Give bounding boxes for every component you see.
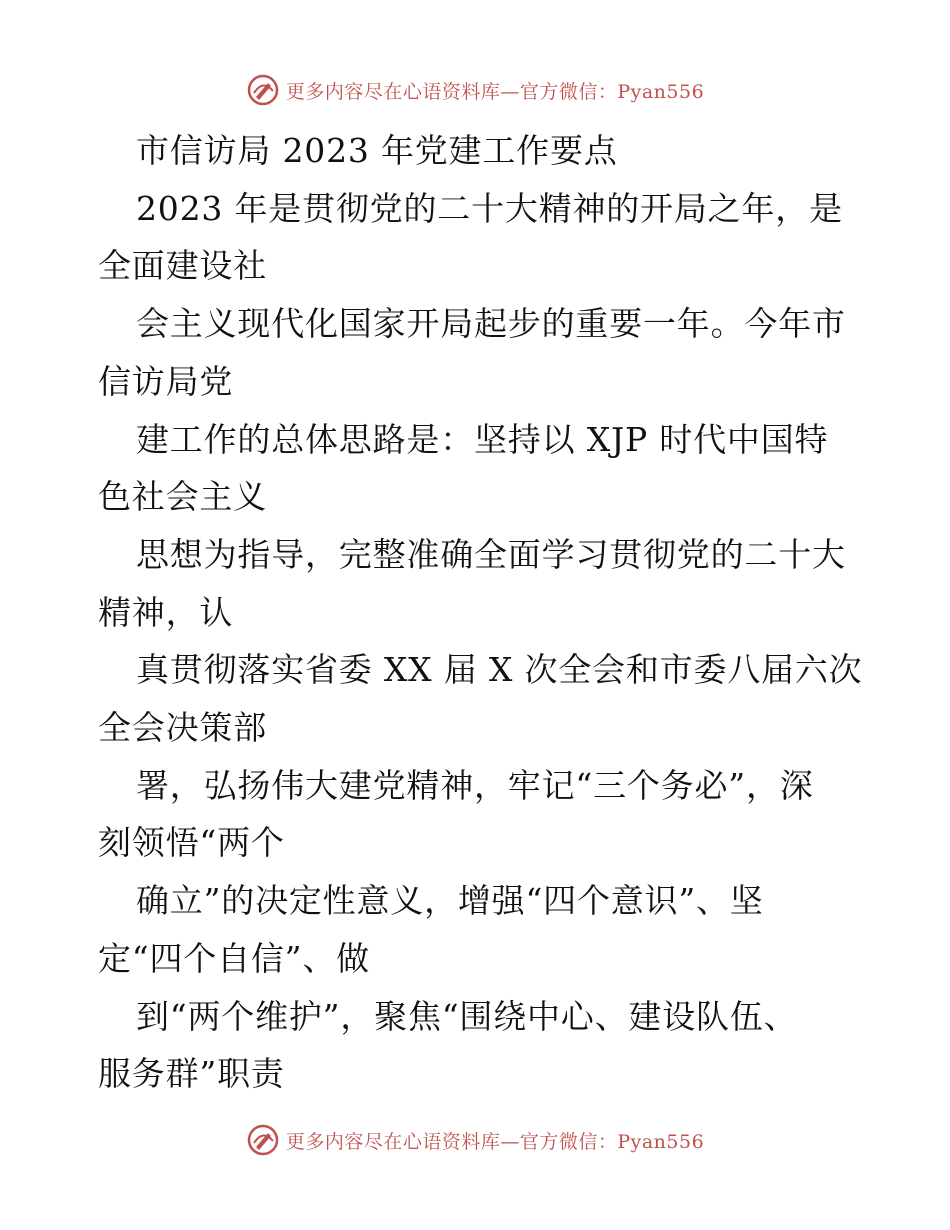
- text-line: 服务群”职责: [98, 1054, 285, 1094]
- document-title: 市信访局 2023 年党建工作要点: [136, 131, 618, 170]
- text-line: 思想为指导，完整准确全面学习贯彻党的二十大: [136, 534, 846, 574]
- text-line: 色社会主义: [98, 477, 267, 517]
- text-line: 真贯彻落实省委 XX 届 X 次全会和市委八届六次: [136, 650, 863, 690]
- text-line: 精神，认: [98, 592, 234, 632]
- text-line: 到“两个维护”，聚焦“围绕中心、建设队伍、: [136, 996, 798, 1036]
- pen-seal-icon: [246, 1123, 280, 1157]
- text-line: 确立”的决定性意义，增强“四个意识”、坚: [136, 881, 764, 921]
- text-line: 全面建设社: [98, 246, 267, 286]
- watermark-text: 更多内容尽在心语资料库—官方微信：Pyan556: [285, 1130, 705, 1153]
- text-line: 建工作的总体思路是：坚持以 XJP 时代中国特: [136, 419, 829, 459]
- text-line: 2023 年是贯彻党的二十大精神的开局之年，是: [136, 188, 843, 228]
- text-line: 信访局党: [98, 361, 234, 401]
- watermark-group: [246, 1123, 704, 1157]
- watermark-group: [246, 73, 704, 107]
- text-line: 定“四个自信”、做: [98, 938, 370, 978]
- text-line: 全会决策部: [98, 708, 267, 748]
- header-watermark: [0, 70, 950, 110]
- text-line: 署，弘扬伟大建党精神，牢记“三个务必”，深: [136, 765, 814, 805]
- text-line: 会主义现代化国家开局起步的重要一年。今年市: [136, 304, 846, 344]
- watermark-text: 更多内容尽在心语资料库—官方微信：Pyan556: [285, 80, 705, 103]
- footer-watermark: [0, 1120, 950, 1160]
- document-body: [98, 122, 863, 1103]
- text-line: 刻领悟“两个: [98, 823, 285, 863]
- pen-seal-icon: [246, 73, 280, 107]
